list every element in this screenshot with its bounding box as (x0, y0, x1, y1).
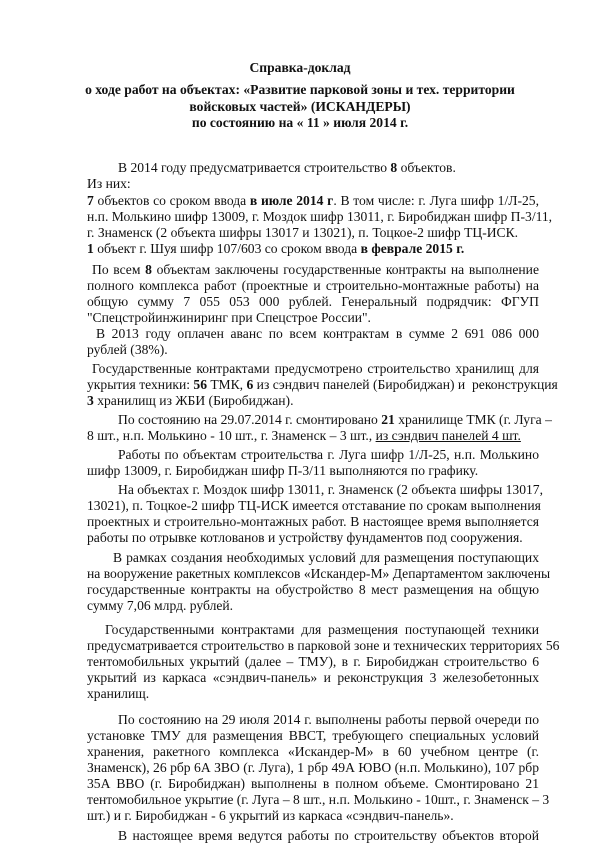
paragraph-line: н.п. Молькино шифр 13009, г. Моздок шифр 13011, г. Биробиджан шифр П-3/11, (87, 209, 553, 224)
paragraph-line: государственные контракты на обустройство 8 мест размещения на общую (87, 582, 539, 597)
paragraph-line (87, 377, 558, 393)
text: По всем (92, 262, 146, 277)
paragraph-line: В настоящее время ведутся работы по строительству объектов второй (118, 828, 539, 843)
paragraph-line: 35А ВВО (г. Биробиджан) выполнены в полном объеме. Смонтировано 21 (87, 776, 539, 791)
paragraph-line (87, 393, 293, 409)
paragraph-line (87, 241, 464, 257)
object-count: 8 (145, 262, 152, 277)
paragraph-line: В рамках создания необходимых условий для размещения поступающих (113, 550, 539, 565)
text: 8 шт., н.п. Молькино - 10 шт., г. Знаменск – 3 шт., (87, 428, 376, 443)
paragraph-line: сумму 7,06 млрд. рублей. (87, 598, 234, 613)
text: В 2014 году предусматривается строительство (118, 160, 391, 175)
paragraph-line: установке ТМУ для размещения ВВСТ, требующего специальных условий (87, 728, 539, 743)
count: 21 (381, 412, 395, 427)
subtitle-line: по состоянию на « 11 » июля 2014 г. (191, 115, 409, 130)
paragraph-line (87, 428, 521, 444)
paragraph-line: проектных и строительно-монтажных работ. В настоящее время выполняется (87, 514, 539, 529)
deadline: в феврале 2015 г. (360, 241, 465, 256)
text: По состоянию на 29.07.2014 г. смонтировано (118, 412, 382, 427)
paragraph-line: рублей (38%). (87, 342, 168, 357)
paragraph-line: общую сумму 7 055 053 000 рублей. Генеральный подрядчик: ФГУП (87, 294, 539, 309)
paragraph-line: полного комплекса работ (проектные и строительно-монтажные работы) на (87, 278, 539, 293)
subtitle-line: о ходе работ на объектах: «Развитие парковой зоны и тех. территории (85, 82, 515, 97)
count: 3 (87, 393, 94, 408)
paragraph-line: В 2013 году оплачен аванс по всем контрактам в сумме 2 691 086 000 (96, 326, 539, 341)
paragraph-line: предусматривается строительство в парковой зоне и технических территориях 56 (87, 638, 560, 653)
paragraph-line (118, 412, 552, 428)
text: хранилище ТМК (г. Луга – (394, 412, 552, 427)
deadline: в июле 2014 г (249, 193, 334, 208)
paragraph-line: работы по отрывке котлованов и устройству фундаментов под сооружения. (87, 530, 523, 545)
paragraph-line: По состоянию на 29 июля 2014 г. выполнены работы первой очереди по (118, 712, 539, 727)
text: хранилищ из ЖБИ (Биробиджан). (93, 393, 294, 408)
count: 6 (246, 377, 254, 392)
paragraph-line: хранения, ракетного комплекса «Искандер-М» в 60 учебном центре (г. (87, 744, 539, 759)
paragraph-intro (118, 160, 456, 176)
text: укрытия техники: (87, 377, 194, 392)
paragraph-line: тентомобильное укрытие (г. Луга – 8 шт., н.п. Молькино - 10шт., г. Знаменск – 3 (87, 792, 550, 807)
text: из сэндвич панелей (Биробиджан) и реконструкция (253, 377, 558, 392)
paragraph-line: хранилищ. (87, 686, 150, 701)
text: объектам заключены государственные контракты на выполнение (151, 262, 539, 277)
count: 56 (193, 377, 207, 392)
object-count: 8 (390, 160, 398, 175)
paragraph-line: шифр 13009, г. Биробиджан шифр П-3/11 выполняются по графику. (87, 463, 479, 478)
paragraph-line: г. Знаменск (2 объекта шифры 13017 и 13021), п. Тоцкое-2 шифр ТЦ-ИСК. (87, 225, 519, 240)
paragraph-line: Знаменск), 26 рбр 6А ЗВО (г. Луга), 1 рбр 49А ЮВО (н.п. Молькино), 107 рбр (87, 760, 539, 775)
paragraph-line: 13021), п. Тоцкое-2 шифр ТЦ-ИСК имеется отставание по срокам выполнения (87, 498, 541, 513)
text: объектов. (397, 160, 456, 175)
object-count: 7 (87, 193, 94, 208)
subtitle-line: войсковых частей» (ИСКАНДЕРЫ) (189, 98, 411, 114)
underlined-text: из сэндвич панелей 4 шт. (375, 428, 521, 443)
paragraph-line: на вооружение ракетных комплексов «Искандер-М» Департаментом заключены (87, 566, 551, 581)
paragraph-line: Государственные контрактами предусмотрено строительство хранилищ для (92, 361, 539, 376)
paragraph-line (87, 193, 539, 209)
object-count: 1 (87, 241, 94, 256)
text: объектов со сроком ввода (93, 193, 250, 208)
paragraph-text: Из них: (87, 176, 131, 191)
text: объект г. Шуя шифр 107/603 со сроком ввода (93, 241, 361, 256)
document-subtitle (0, 82, 600, 132)
paragraph-line: укрытий из каркаса «сэндвич-панель» и реконструкция 3 железобетонных (87, 670, 539, 685)
text: . В том числе: г. Луга шифр 1/Л-25, (333, 193, 539, 208)
text: ТМК, (207, 377, 247, 392)
paragraph-line: На объектах г. Моздок шифр 13011, г. Знаменск (2 объекта шифры 13017, (118, 482, 543, 497)
paragraph-line: шт.) и г. Биробиджан - 6 укрытий из каркаса «сэндвич-панель». (87, 808, 454, 823)
paragraph-line: тентомобильных укрытий (далее – ТМУ), в г. Биробиджан строительство 6 (87, 654, 539, 669)
paragraph-line: Государственными контрактами для размещения поступающей техники (105, 622, 539, 637)
paragraph-line (92, 262, 539, 278)
paragraph-line: Работы по объектам строительства г. Луга шифр 1/Л-25, н.п. Молькино (118, 447, 539, 462)
document-title: Справка-доклад (249, 60, 351, 75)
paragraph-line: "Спецстройинжиниринг при Спецстрое России". (87, 310, 371, 325)
